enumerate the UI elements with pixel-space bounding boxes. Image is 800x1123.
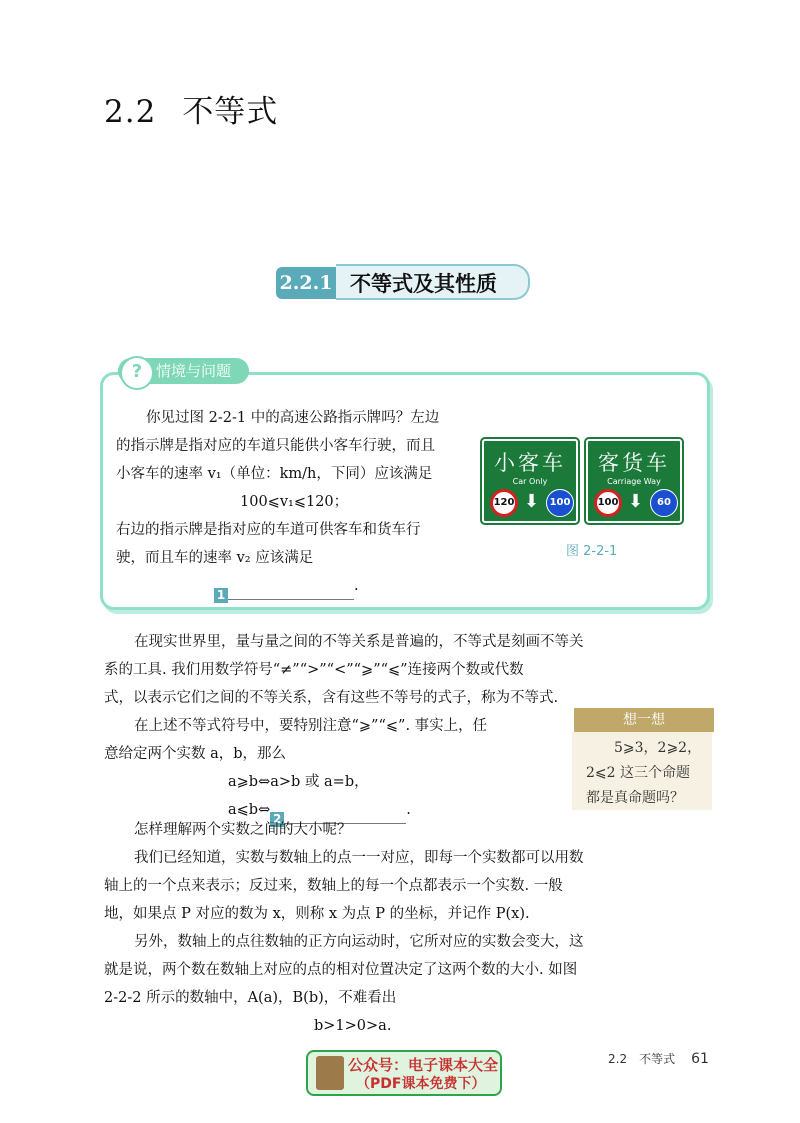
page-heading: [104, 86, 278, 131]
think-box: [572, 732, 712, 810]
sign-title: 客货车: [598, 451, 670, 475]
think-box-title: 想一想: [574, 708, 714, 732]
down-arrow-icon: ⬇: [524, 491, 540, 512]
section-number: 2.2.1: [276, 267, 336, 299]
section-title: 不等式及其性质: [336, 264, 530, 300]
figure-caption: 图 2-2-1: [566, 544, 618, 559]
body-line: 就是说，两个数在数轴上对应的点的相对位置决定了这两个数的大小. 如图: [104, 962, 578, 978]
body-paragraph-3: [104, 816, 644, 1040]
body-line: 我们已经知道，实数与数轴上的点一一对应，即每一个实数都可以用数: [134, 850, 584, 866]
formula-line: b>1>0>a.: [314, 1018, 392, 1034]
think-line: 5⩾3，2⩾2，: [614, 740, 702, 756]
speed-limit-min: 60: [650, 489, 678, 517]
body-paragraph-1: [104, 628, 644, 712]
answer-blank-1[interactable]: [214, 581, 354, 600]
sign-subtitle: Carriage Way: [607, 477, 661, 486]
sign-carriage-way: [586, 439, 682, 523]
body-line: 在现实世界里，量与量之间的不等关系是普遍的，不等式是刻画不等关: [134, 634, 584, 650]
watermark-line: （PDF课本免费下）: [356, 1076, 486, 1092]
formula-line: a⩾b⇔a>b 或 a=b，: [228, 774, 369, 790]
blank-number: 1: [214, 588, 228, 603]
formula-text: a⩽b⇔: [228, 802, 271, 818]
speed-limit-max: 120: [490, 489, 518, 517]
blank-number: 2: [270, 812, 284, 827]
body-line: 地，如果点 P 对应的数为 x，则称 x 为点 P 的坐标，并记作 P(x).: [104, 906, 530, 922]
period: .: [354, 578, 359, 594]
heading-title: 不等式: [182, 94, 279, 130]
section-banner: [276, 264, 538, 302]
body-line: 意给定两个实数 a，b，那么: [104, 746, 287, 762]
page-number: 61: [691, 1051, 709, 1067]
scenario-line: 小客车的速率 v₁（单位：km/h，下同）应该满足: [116, 466, 433, 482]
watermark-line: 公众号：电子课本大全: [348, 1056, 499, 1074]
scenario-line: 你见过图 2-2-1 中的高速公路指示牌吗？左边: [146, 410, 440, 426]
sign-title: 小客车: [494, 451, 566, 475]
page-footer: [608, 1050, 709, 1067]
body-paragraph-2: [104, 712, 564, 824]
think-line: 2⩽2 这三个命题: [586, 765, 690, 781]
period: .: [406, 802, 411, 818]
body-line: 怎样理解两个实数之间的大小呢？: [134, 822, 352, 838]
scenario-line: 右边的指示牌是指对应的车道可供客车和货车行: [116, 522, 421, 538]
body-line: 在上述不等式符号中，要特别注意“⩾”“⩽”. 事实上，任: [134, 718, 488, 734]
speed-limit-min: 100: [546, 489, 574, 517]
footer-section: 2.2 不等式: [608, 1052, 676, 1066]
sign-subtitle: Car Only: [512, 477, 548, 486]
body-line: 系的工具. 我们用数学符号“≠”“>”“<”“⩾”“⩽”连接两个数或代数: [104, 662, 524, 678]
heading-number: 2.2: [104, 94, 157, 130]
scenario-text: [116, 404, 470, 600]
body-line: 式，以表示它们之间的不等关系，含有这些不等号的式子，称为不等式.: [104, 690, 559, 706]
body-line: 2-2-2 所示的数轴中，A(a)，B(b)，不难看出: [104, 990, 397, 1006]
body-line: 轴上的一个点来表示；反过来，数轴上的每一个点都表示一个实数. 一般: [104, 878, 563, 894]
scenario-line: 的指示牌是指对应的车道只能供小客车行驶，而且: [116, 438, 435, 454]
scenario-line: 驶，而且车的速率 v₂ 应该满足: [116, 550, 314, 566]
think-line: 都是真命题吗？: [586, 790, 684, 806]
book-icon: [316, 1056, 344, 1090]
watermark-badge: [306, 1050, 502, 1096]
body-line: 另外，数轴上的点往数轴的正方向运动时，它所对应的实数会变大，这: [134, 934, 584, 950]
speed-limit-max: 100: [594, 489, 622, 517]
scenario-tag: 情境与问题: [118, 358, 249, 384]
scenario-formula: 100⩽v₁⩽120；: [240, 494, 349, 510]
sign-car-only: [482, 439, 578, 523]
question-icon: ?: [120, 356, 154, 390]
scenario-blank-row: [116, 572, 470, 600]
down-arrow-icon: ⬇: [628, 491, 644, 512]
